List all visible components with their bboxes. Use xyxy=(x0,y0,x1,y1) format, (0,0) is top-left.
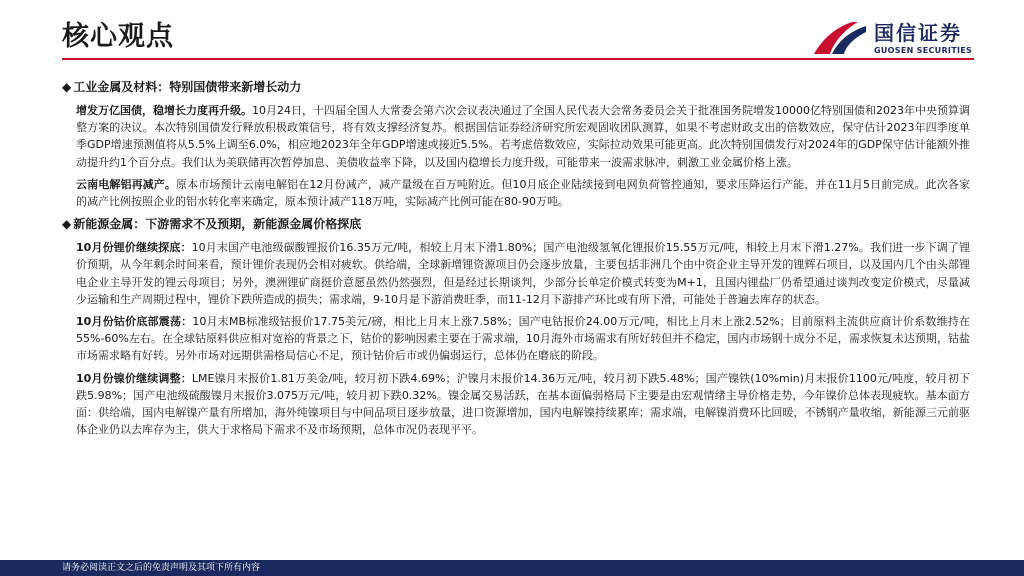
paragraph-body: 10月24日，十四届全国人大常委会第六次会议表决通过了全国人民代表大会常务委员会关于批准国务院增发10000亿特别国债和2023年中央预算调整方案的决议。本次特别国债发行释放积极政策信号，将有效支撑经济复苏。根据国信证券经济研究所宏观固收团队测算，如果不考虑财政支出的倍数效应，保守估计2023年四季度单季GDP增速预测值将从5.5%上调至6.0%，相应地2023年全年GDP增速或接近5.5%。若考虑倍数效应，实际拉动效果可能更高。此次特别国债发行对2024年的GDP保守估计能额外推动提升约1个百分点。我们认为美联储再次暂停加息、美债收益率下降，以及国内稳增长力度升级，可能带来一波需求脉冲，刺激工业金属价格上涨。 xyxy=(76,104,971,169)
paragraph-lead: 10月份钴价底部震荡： xyxy=(76,315,193,329)
header-divider xyxy=(62,58,974,60)
paragraph-body: LME镍月末报价1.81万美金/吨，较月初下跌4.69%；沪镍月末报价14.36万元/吨，较月初下跌5.48%；国产镍铁(10%min)月末报价1100元/吨度，较月初下跌5.98%；国产电池级硫酸镍月末报价3.075万元/吨，较月初下跌0.32%。镍金属交易活跃，在基本面偏弱格局下主要是由宏观情绪主导价格走势，今年镍价总体表现疲软。基本面方面：供给端，国内电解镍产量有所增加，海外纯镍项目与中间品项目逐步放量，进口资源增加，国内电解镍持续累库；需求端，电解镍消费环比回暖，不锈钢产量收缩，新能源三元前驱体企业仍以去库存为主，供大于求格局下需求不及市场预期，总体市况仍表现平平。 xyxy=(76,371,970,437)
logo-chinese-name: 国信证券 xyxy=(874,21,962,45)
section-heading-text: 新能源金属：下游需求不及预期，新能源金属价格探底 xyxy=(73,217,362,232)
paragraph-nickel xyxy=(76,370,970,439)
core-views-content xyxy=(62,78,970,443)
page-title: 核心观点 xyxy=(62,21,174,52)
page-header xyxy=(0,0,1024,68)
paragraph-body: 10月末MB标准级钴报价17.75美元/磅，相比上月末上涨7.58%；国产电钴报价24.00万元/吨，相比上月末上涨2.52%；目前原料主流供应商计价系数维持在55%-60%左右。在全球钴原料供应相对宽裕的背景之下，钴价的影响因素主要在于需求端，10月海外市场需求有所好转但并不稳定，国内市场钢十成分不足，需求恢复未达预期，钴盐市场需求略有好转。另外市场对远期供需格局信心不足，预计钴价后市或仍偏弱运行，总体仍在磨底的阶段。 xyxy=(76,315,970,363)
paragraph-treasury-bonds xyxy=(76,102,970,171)
paragraph-cobalt xyxy=(76,313,970,365)
paragraph-lead: 云南电解铝再减产。 xyxy=(76,177,177,191)
diamond-bullet-icon: ◆ xyxy=(62,80,72,94)
footer-bar xyxy=(0,560,1024,576)
paragraph-lithium xyxy=(76,239,970,308)
section-industrial-metals xyxy=(62,78,970,210)
paragraph-lead: 增发万亿国债，稳增长力度再升级。 xyxy=(76,104,253,117)
paragraph-lead: 10月份镍价继续调整： xyxy=(76,371,192,385)
company-logo xyxy=(812,18,982,58)
section-new-energy-metals xyxy=(62,215,970,438)
guosen-logo-icon xyxy=(812,20,868,56)
paragraph-lead: 10月份锂价继续探底： xyxy=(76,241,192,255)
footer-disclaimer: 请务必阅读正文之后的免责声明及其项下所有内容 xyxy=(62,563,261,573)
section-heading xyxy=(62,78,970,96)
diamond-bullet-icon: ◆ xyxy=(62,217,72,232)
section-heading xyxy=(62,215,970,233)
logo-english-name: GUOSEN SECURITIES xyxy=(874,46,973,55)
paragraph-yunnan-aluminum xyxy=(76,176,970,210)
paragraph-body: 10月末国产电池级碳酸锂报价16.35万元/吨，相较上月末下滑1.80%；国产电池级氢氧化锂报价15.55万元/吨，相较上月末下滑1.27%。我们进一步下调了锂价预期，从今年剩余时间来看，预计锂价表现仍会相对疲软。供给端，全球新增锂资源项目仍会逐步放量，主要包括非洲几个由中资企业主导开发的锂辉石项目，以及国内几个由头部锂电企业主导开发的锂云母项目；另外，澳洲锂矿商挺价意愿虽然仍然强烈，但是经过长期谈判，少部分长单定价模式转变为M+1，且国内锂盐厂仍希望通过谈判改变定价模式，尽量减少运输和生产周期过程中，锂价下跌所造成的损失；需求端，9-10月是下游消费旺季，而11-12月下游排产环比或有所下滑，可能处于普遍去库存的状态。 xyxy=(76,241,970,306)
section-heading-text: 工业金属及材料：特别国债带来新增长动力 xyxy=(73,80,302,94)
paragraph-body: 原本市场预计云南电解铝在12月份减产，减产量级在百万吨附近。但10月底企业陆续接到电网负荷管控通知，要求压降运行产能，并在11月5日前完成。此次各家的减产比例按照企业的铝水转化率来确定，原本预计减产118万吨，实际减产比例可能在80-90万吨。 xyxy=(76,177,970,209)
